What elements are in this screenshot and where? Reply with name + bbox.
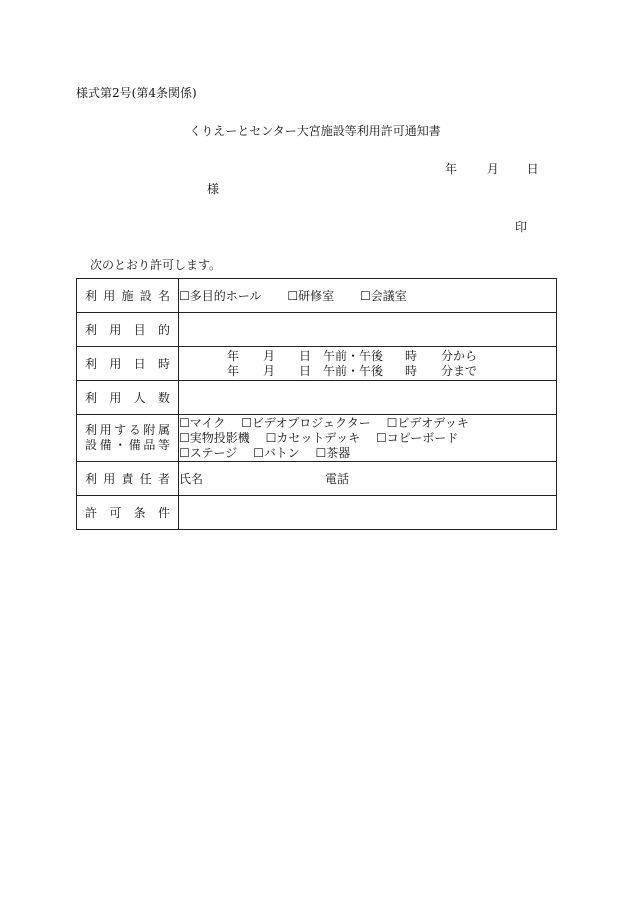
checkbox-training-room[interactable]: ☐研修室 bbox=[287, 289, 335, 303]
row-facility bbox=[77, 279, 557, 313]
label-datetime: 利 用 日 時 bbox=[77, 347, 179, 381]
value-conditions[interactable] bbox=[179, 496, 557, 530]
phone-label: 電話 bbox=[325, 472, 350, 486]
row-datetime bbox=[77, 347, 557, 381]
checkbox-video-projector[interactable]: ☐ビデオプロジェクター bbox=[241, 415, 371, 430]
label-purpose: 利 用 目 的 bbox=[77, 313, 179, 347]
row-equipment bbox=[77, 415, 557, 462]
checkbox-baton[interactable]: ☐バトン bbox=[253, 445, 300, 460]
name-label: 氏名 bbox=[179, 472, 204, 486]
date-year: 年 bbox=[445, 162, 458, 176]
value-equipment bbox=[179, 415, 557, 462]
intro-text: 次のとおり許可します。 bbox=[90, 258, 222, 272]
row-conditions bbox=[77, 496, 557, 530]
row-people bbox=[77, 381, 557, 415]
date-line bbox=[445, 160, 539, 177]
checkbox-copy-board[interactable]: ☐コピーボード bbox=[375, 430, 459, 445]
value-datetime[interactable] bbox=[179, 347, 557, 381]
row-purpose bbox=[77, 313, 557, 347]
label-conditions: 許 可 条 件 bbox=[77, 496, 179, 530]
date-day: 日 bbox=[526, 162, 539, 176]
seal-mark: 印 bbox=[515, 220, 528, 234]
addressee-suffix: 様 bbox=[207, 182, 220, 196]
checkbox-multipurpose-hall[interactable]: ☐多目的ホール bbox=[179, 289, 262, 303]
label-facility: 利 用 施 設 名 bbox=[77, 279, 179, 313]
label-equipment: 利 用 す る 附 属 設 備 ・ 備 品 等 bbox=[77, 415, 179, 462]
date-month: 月 bbox=[486, 162, 499, 176]
checkbox-cassette-deck[interactable]: ☐カセットデッキ bbox=[265, 430, 361, 445]
checkbox-microphone[interactable]: ☐マイク bbox=[179, 415, 226, 430]
value-people[interactable] bbox=[179, 381, 557, 415]
permit-table bbox=[76, 278, 557, 530]
row-responsible bbox=[77, 462, 557, 496]
value-responsible[interactable] bbox=[179, 462, 557, 496]
label-responsible: 利 用 責 任 者 bbox=[77, 462, 179, 496]
value-purpose[interactable] bbox=[179, 313, 557, 347]
value-facility bbox=[179, 279, 557, 313]
label-people: 利 用 人 数 bbox=[77, 381, 179, 415]
checkbox-document-camera[interactable]: ☐実物投影機 bbox=[179, 430, 250, 445]
checkbox-video-deck[interactable]: ☐ビデオデッキ bbox=[386, 415, 469, 430]
document-title: くりえーとセンター大宮施設等利用許可通知書 bbox=[189, 124, 441, 138]
checkbox-tea-set[interactable]: ☐茶器 bbox=[315, 445, 351, 460]
checkbox-stage[interactable]: ☐ステージ bbox=[179, 445, 238, 460]
form-number: 様式第2号(第4条関係) bbox=[76, 86, 197, 100]
checkbox-meeting-room[interactable]: ☐会議室 bbox=[359, 289, 407, 303]
datetime-end: 年 月 日 午前・午後 時 分まで bbox=[227, 363, 478, 378]
datetime-start: 年 月 日 午前・午後 時 分から bbox=[227, 348, 478, 363]
